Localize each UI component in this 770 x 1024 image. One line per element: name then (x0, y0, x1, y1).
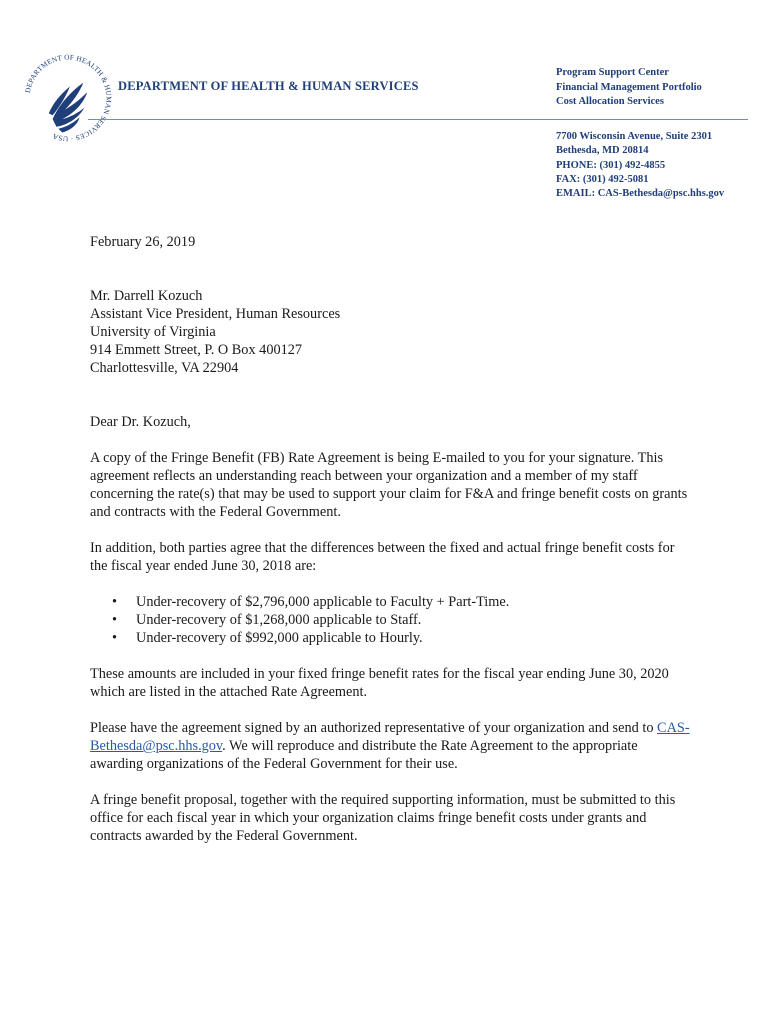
office-line: Cost Allocation Services (556, 96, 664, 107)
letter-body (90, 233, 690, 845)
department-name: DEPARTMENT OF HEALTH & HUMAN SERVICES (118, 79, 419, 93)
office-line: Program Support Center (556, 67, 669, 78)
address-line: 7700 Wisconsin Avenue, Suite 2301 (556, 131, 713, 142)
eagle-profiles-icon (49, 83, 87, 133)
hhs-seal-logo (20, 50, 116, 146)
list-item: • Under-recovery of $2,796,000 applicable to Faculty + Part-Time. (90, 593, 690, 611)
address-line: Bethesda, MD 20814 (556, 145, 649, 157)
email-link[interactable]: CAS-Bethesda@psc.hhs.gov (90, 720, 690, 754)
recipient-street: 914 Emmett Street, P. O Box 400127 (90, 342, 303, 358)
paragraph-signature-request (90, 719, 690, 773)
office-line: Financial Management Portfolio (556, 81, 702, 93)
recipient-name: Mr. Darrell Kozuch (90, 288, 203, 304)
paragraph-proposal: A fringe benefit proposal, together with the required supporting information, must be submitted to this office for each fiscal year in which your organization claims fringe benefit costs under grants and contracts awarded by the Federal Government. (90, 792, 676, 844)
salutation: Dear Dr. Kozuch, (90, 414, 191, 430)
letter-date: February 26, 2019 (90, 234, 196, 250)
paragraph-text: . We will reproduce and distribute the Rate Agreement to the appropriate awarding organizations of the Federal Government for their use. (90, 738, 638, 772)
paragraph-amounts: These amounts are included in your fixed fringe benefit rates for the fiscal year ending June 30, 2020 which are listed in the attached Rate Agreement. (90, 666, 669, 700)
address-block (556, 130, 724, 201)
recipient-address (90, 287, 690, 377)
paragraph-differences: In addition, both parties agree that the differences between the fixed and actual fringe benefit costs for the fiscal year ended June 30, 2018 are: (90, 540, 675, 574)
paragraph-text: Please have the agreement signed by an authorized representative of your organization and send to (90, 720, 658, 736)
office-block (556, 66, 702, 110)
phone-line: PHONE: (301) 492-4855 (556, 159, 666, 171)
paragraph-agreement: A copy of the Fringe Benefit (FB) Rate Agreement is being E-mailed to you for your signature. This agreement reflects an understanding reach between your organization and a member of my staff concerning the rate(s) that may be used to support your claim for F&A and fringe benefit costs on grants and contracts with the Federal Government. (90, 450, 688, 520)
fax-line: FAX: (301) 492-5081 (556, 173, 649, 185)
email-line: EMAIL: CAS-Bethesda@psc.hhs.gov (556, 188, 725, 200)
recipient-city: Charlottesville, VA 22904 (90, 360, 239, 376)
recipient-organization: University of Virginia (90, 324, 216, 340)
under-recovery-list (90, 593, 690, 647)
header-divider (88, 119, 748, 120)
recipient-title: Assistant Vice President, Human Resources (90, 306, 341, 322)
list-item: • Under-recovery of $1,268,000 applicable to Staff. (90, 611, 690, 629)
svg-text:DEPARTMENT OF HEALTH & HUMAN S: DEPARTMENT OF HEALTH & HUMAN SERVICES · USA (23, 53, 113, 143)
list-item: • Under-recovery of $992,000 applicable to Hourly. (90, 629, 690, 647)
